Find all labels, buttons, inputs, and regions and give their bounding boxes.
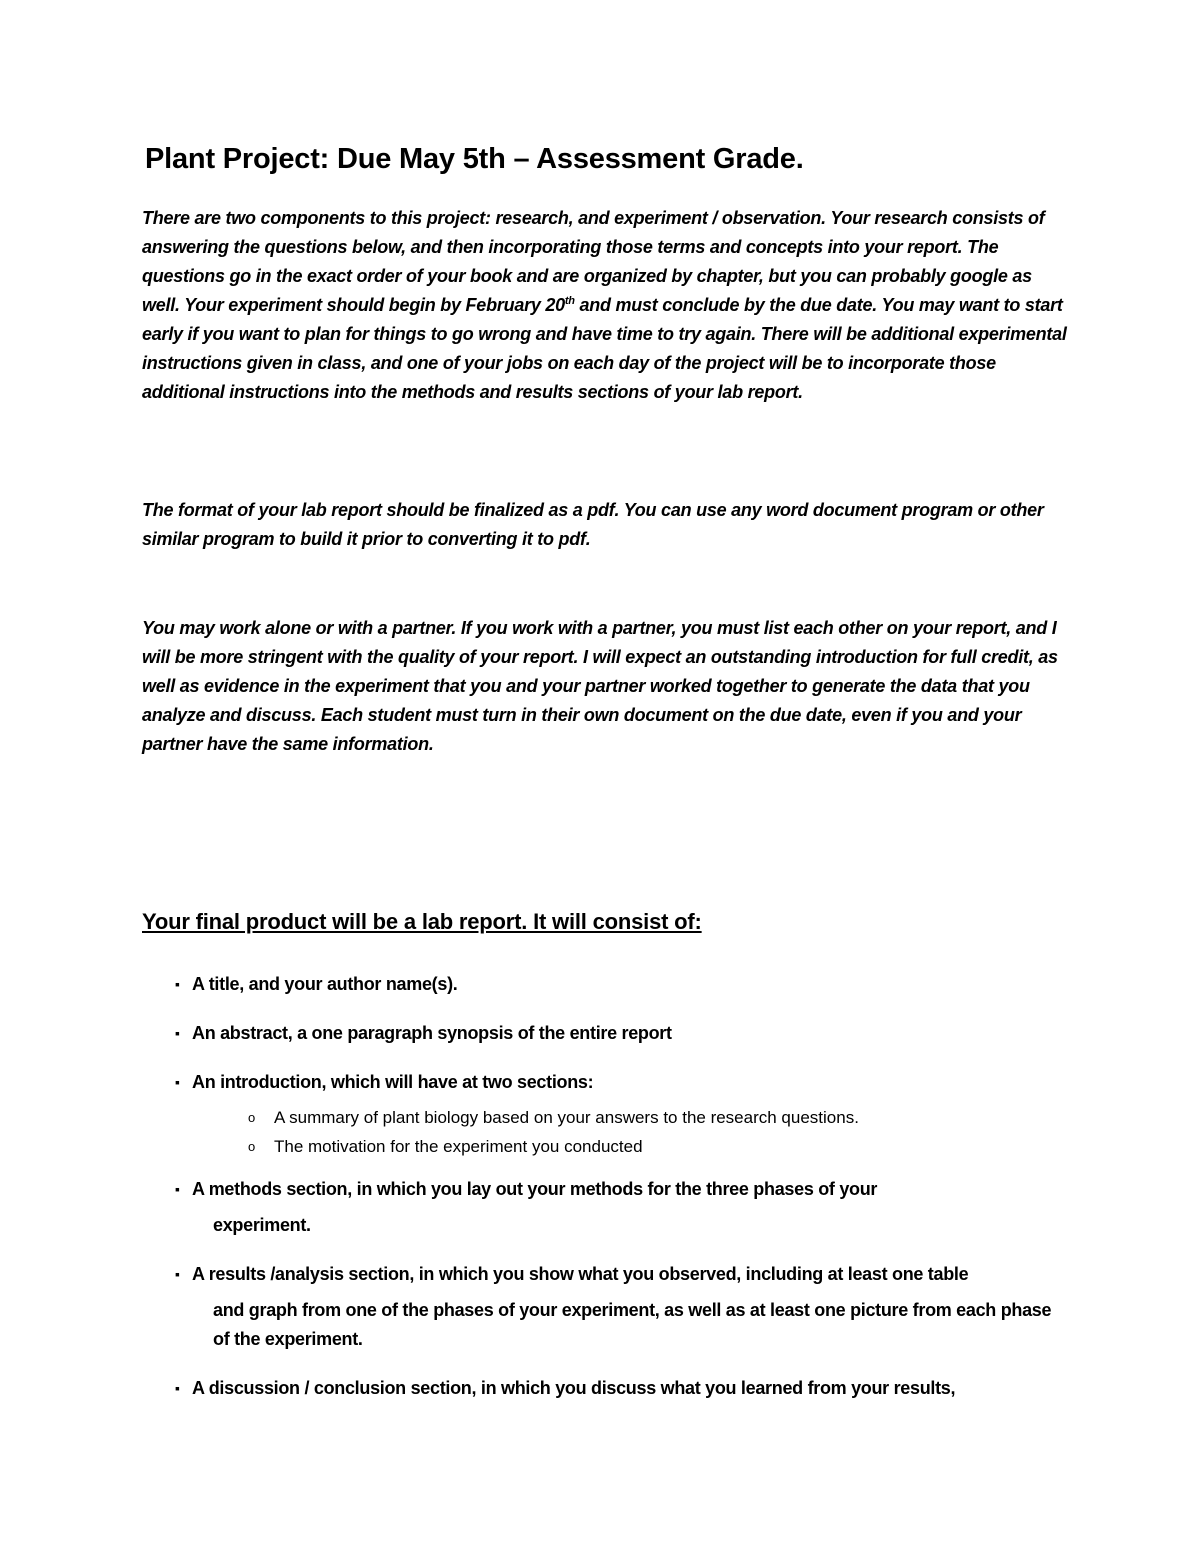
partner-paragraph: You may work alone or with a partner. If you work with a partner, you must list each other on your report, and I will be more stringent with the quality of your report. I will expect an outstanding introduction for full credit, as well as evidence in the experiment that you and your partner worked together to generate the data that you analyze and discuss. Each student must turn in their own document on the due date, even if you and your partner have the same information. [142,618,1058,754]
sub-list-item [192,1132,1055,1161]
document-title: Plant Project: Due May 5th – Assessment Grade. [145,143,804,175]
bullet-icon: ▪ [175,1181,180,1197]
list-item-text: An abstract, a one paragraph synopsis of the entire report [192,1023,672,1043]
bullet-icon: ▪ [175,1025,180,1041]
final-product-heading: Your final product will be a lab report. It will consist of: [142,909,702,934]
list-item [175,970,1055,999]
list-item-text: An introduction, which will have at two sections: [192,1072,594,1092]
hollow-bullet-icon: o [248,1110,256,1125]
hollow-bullet-icon: o [248,1139,256,1154]
intro-paragraph [142,204,1072,407]
format-paragraph: The format of your lab report should be finalized as a pdf. You can use any word document program or other similar program to build it prior to converting it to pdf. [142,500,1044,549]
intro-ordinal-suffix: th [564,295,575,307]
intro-text-start: There are two components to this project: research, and experiment / observation. Your research consists of answering the questions below, and then incorporating those terms and concepts into your report. The questions go in the exact order of your book and are organized by chapter, but you can probably google as well. Your experiment should begin by February 20 [142,208,1045,315]
list-item-continuation: experiment. [213,1215,311,1235]
bullet-icon: ▪ [175,1266,180,1282]
list-item [175,1260,1055,1354]
sub-list-item [192,1103,1055,1132]
intro-text-end: and must conclude by the due date. You may want to start early if you want to plan for things to go wrong and have time to try again. There will be additional experimental instructions given in class, and one of your jobs on each day of the project will be to incorporate those additional instructions into the methods and results sections of your lab report. [142,295,1067,402]
introduction-sub-list [192,1103,1055,1161]
list-item [175,1019,1055,1048]
sub-list-item-text: The motivation for the experiment you conducted [274,1137,643,1156]
list-item [175,1175,1055,1240]
list-item [175,1374,1055,1403]
list-item-text: A title, and your author name(s). [192,974,458,994]
bullet-icon: ▪ [175,1380,180,1396]
sub-list-item-text: A summary of plant biology based on your answers to the research questions. [274,1108,859,1127]
final-product-list [175,970,1055,1423]
bullet-icon: ▪ [175,1074,180,1090]
list-item [175,1068,1055,1161]
list-item-text: A results /analysis section, in which you show what you observed, including at least one table [192,1264,969,1284]
list-item-text: A methods section, in which you lay out your methods for the three phases of your [192,1179,878,1199]
bullet-icon: ▪ [175,976,180,992]
list-item-text: A discussion / conclusion section, in which you discuss what you learned from your results, [192,1378,956,1398]
list-item-continuation: and graph from one of the phases of your experiment, as well as at least one picture from each phase of the experiment. [213,1300,1052,1349]
